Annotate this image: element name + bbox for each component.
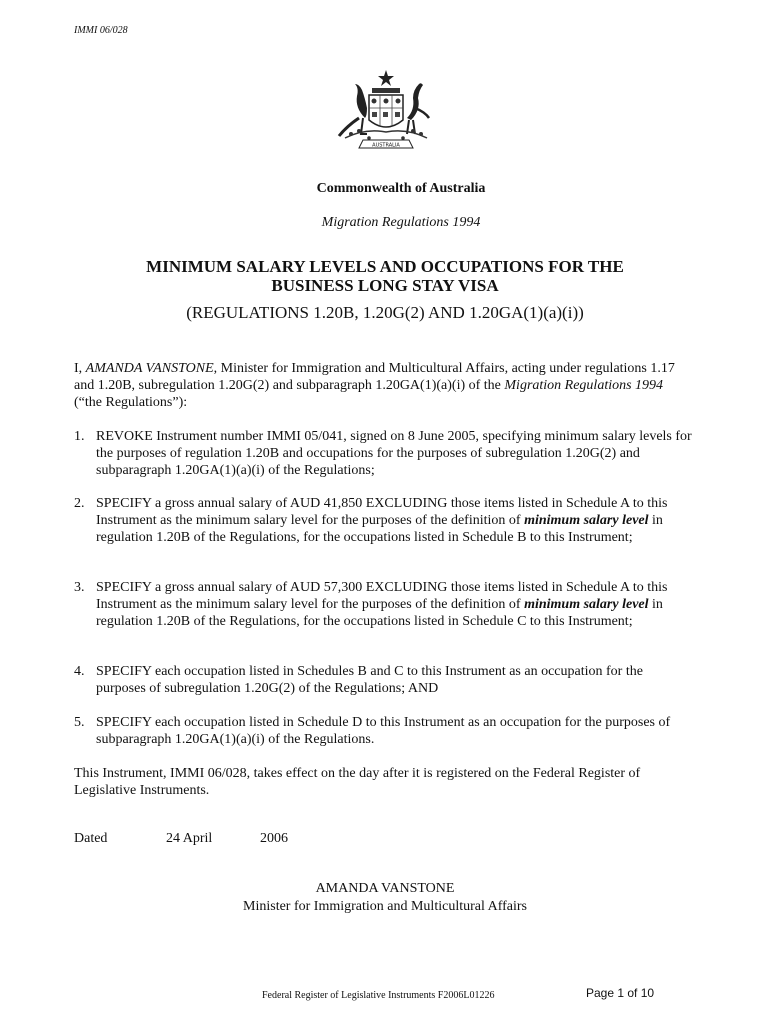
item-number: 3. xyxy=(74,580,85,595)
defined-term: minimum salary level xyxy=(524,513,649,528)
item-number: 1. xyxy=(74,429,85,444)
document-subtitle: (REGULATIONS 1.20B, 1.20G(2) AND 1.20GA(1)(a)(i)) xyxy=(186,303,584,322)
effect-paragraph: This Instrument, IMMI 06/028, takes effect on the day after it is registered on the Federal Register of Legislative Instruments. xyxy=(74,766,641,798)
item-text-after: in regulation 1.20B of the Regulations, for the occupations listed in Schedule B to this Instrument; xyxy=(96,513,663,545)
minister-name: AMANDA VANSTONE xyxy=(85,361,214,376)
commonwealth-coat-of-arms-icon xyxy=(325,68,447,154)
list-item xyxy=(74,428,696,479)
issuer-heading: Commonwealth of Australia xyxy=(316,181,486,196)
signatory-name: AMANDA VANSTONE xyxy=(315,881,455,896)
footer-register: Federal Register of Legislative Instruments F2006L01226 xyxy=(262,990,495,1001)
item-text-before: SPECIFY a gross annual salary of AUD 57,300 EXCLUDING those items listed in Schedule A to this Instrument as the minimum salary level for the purposes of the definition of xyxy=(96,580,668,612)
list-item xyxy=(74,579,696,630)
intro-part-1: I, xyxy=(74,361,86,376)
item-text: REVOKE Instrument number IMMI 05/041, signed on 8 June 2005, specifying minimum salary levels for the purposes of regulation 1.20B and occupations for the purposes of subregulation 1.20G(2) and subparagraph 1.20GA(1)(a)(i) of the Regulations; xyxy=(96,429,692,478)
item-text-before: SPECIFY a gross annual salary of AUD 41,850 EXCLUDING those items listed in Schedule A to this Instrument as the minimum salary level for the purposes of the definition of xyxy=(96,496,668,528)
intro-part-3: (“the Regulations”): xyxy=(74,395,188,410)
intro-regulations: Migration Regulations 1994 xyxy=(504,378,664,393)
title-line-2: BUSINESS LONG STAY VISA xyxy=(271,276,499,295)
regulations-heading: Migration Regulations 1994 xyxy=(321,215,481,230)
intro-paragraph xyxy=(74,360,694,411)
item-number: 2. xyxy=(74,496,85,511)
document-title xyxy=(0,257,770,295)
dated-year: 2006 xyxy=(260,831,288,846)
coat-of-arms-icon xyxy=(325,68,447,154)
dated-label: Dated xyxy=(74,831,108,846)
item-text: SPECIFY each occupation listed in Schedules B and C to this Instrument as an occupation for the purposes of subregulation 1.20G(2) of the Regulations; AND xyxy=(96,664,643,696)
signatory-title: Minister for Immigration and Multicultural Affairs xyxy=(243,899,527,914)
item-number: 4. xyxy=(74,664,85,679)
page-number: Page 1 of 10 xyxy=(586,986,655,1000)
item-text: SPECIFY each occupation listed in Schedule D to this Instrument as an occupation for the purposes of subparagraph 1.20GA(1)(a)(i) of the Regulations. xyxy=(96,715,671,747)
svg-text:AUSTRALIA: AUSTRALIA xyxy=(372,142,400,149)
item-text xyxy=(96,579,696,630)
list-item xyxy=(74,495,696,546)
item-number: 5. xyxy=(74,715,85,730)
item-text xyxy=(96,495,696,546)
item-text-after: in regulation 1.20B of the Regulations, for the occupations listed in Schedule C to this Instrument; xyxy=(96,597,663,629)
intro-part-2: , Minister for Immigration and Multicultural Affairs, acting under regulations 1.17 and 1.20B, subregulation 1.20G(2) and subparagraph 1.20GA(1)(a)(i) of the xyxy=(74,361,675,393)
document-reference: IMMI 06/028 xyxy=(74,25,128,36)
list-item xyxy=(74,714,696,748)
dated-day-month: 24 April xyxy=(166,831,213,846)
list-item xyxy=(74,663,696,697)
title-line-1: MINIMUM SALARY LEVELS AND OCCUPATIONS FOR THE xyxy=(146,257,624,276)
defined-term: minimum salary level xyxy=(524,597,649,612)
